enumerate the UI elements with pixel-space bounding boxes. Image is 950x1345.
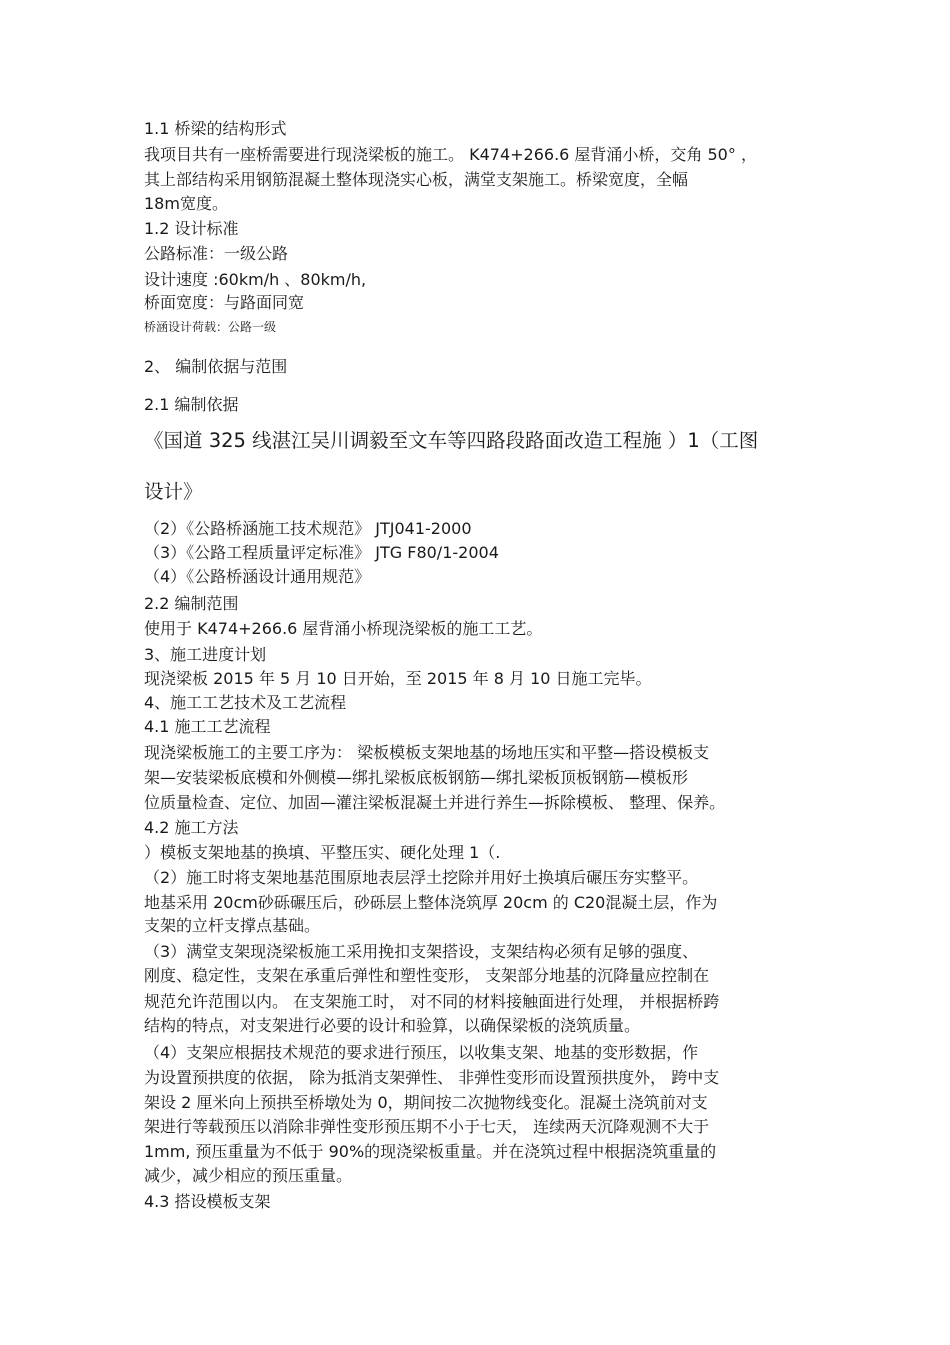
text-line: （3）《公路工程质量评定标准》 JTG F80/1-2004 (144, 543, 499, 562)
text-line: 桥面宽度：与路面同宽 (144, 293, 305, 312)
text-line: 规范允许范围以内。 在支架施工时， 对不同的材料接触面进行处理， 并根据桥跨 (144, 992, 720, 1011)
section-heading: 3、施工进度计划 (144, 645, 267, 664)
text-line: （4）《公路桥涵设计通用规范》 (144, 567, 371, 586)
text-line: （3）满堂支架现浇梁板施工采用挽扣支架搭设，支架结构必须有足够的强度、 (144, 942, 699, 961)
text-line: 公路标准：一级公路 (144, 244, 289, 263)
text-line: 2.2 编制范围 (144, 594, 239, 613)
text-line: 刚度、稳定性，支架在承重后弹性和塑性变形， 支架部分地基的沉降量应控制在 (144, 966, 710, 985)
text-line: 桥涵设计荷载：公路一级 (144, 320, 277, 334)
text-line: 使用于 K474+266.6 屋背涌小桥现浇梁板的施工工艺。 (144, 619, 543, 638)
text-line: 我项目共有一座桥需要进行现浇梁板的施工。 K474+266.6 屋背涌小桥，交角 50° ， (144, 145, 757, 164)
text-line: 现浇梁板 2015 年 5 月 10 日开始，至 2015 年 8 月 10 日施工完毕。 (144, 669, 652, 688)
text-line: 1.1 桥梁的结构形式 (144, 119, 287, 138)
text-line: 设计》 (144, 480, 203, 503)
text-line: 18m宽度。 (144, 194, 228, 213)
text-line: （4）支架应根据技术规范的要求进行预压，以收集支架、地基的变形数据，作 (144, 1043, 699, 1062)
text-line: 4.2 施工方法 (144, 818, 239, 837)
section-heading: 2、 编制依据与范围 (144, 357, 288, 376)
text-line: 支架的立杆支撑点基础。 (144, 916, 321, 935)
text-line: 现浇梁板施工的主要工序为： 梁板模板支架地基的场地压实和平整—搭设模板支 (144, 743, 710, 762)
text-line: 为设置预拱度的依据， 除为抵消支架弹性、 非弹性变形而设置预拱度外， 跨中支 (144, 1068, 720, 1087)
text-line: 2.1 编制依据 (144, 395, 239, 414)
text-line: 《国道 325 线湛江吴川调毅至文车等四路段路面改造工程施 ）1（工图 (144, 429, 759, 452)
text-line: 地基采用 20cm砂砾碾压后，砂砾层上整体浇筑厚 20cm 的 C20混凝土层，作为 (144, 893, 718, 912)
text-line: （2）施工时将支架地基范围原地表层浮土挖除并用好土换填后碾压夯实整平。 (144, 868, 699, 887)
text-line: 位质量检查、定位、加固—灌注梁板混凝土并进行养生—拆除模板、 整理、保养。 (144, 793, 726, 812)
section-heading: 4、施工工艺技术及工艺流程 (144, 693, 347, 712)
text-line: 架进行等载预压以消除非弹性变形预压期不小于七天， 连续两天沉降观测不大于 (144, 1117, 710, 1136)
text-line: ）模板支架地基的换填、平整压实、硬化处理 1（. (144, 843, 501, 862)
text-line: 结构的特点，对支架进行必要的设计和验算，以确保梁板的浇筑质量。 (144, 1016, 641, 1035)
text-line: 4.1 施工工艺流程 (144, 717, 271, 736)
text-line: 减少，减少相应的预压重量。 (144, 1166, 353, 1185)
text-line: 1mm, 预压重量为不低于 90%的现浇梁板重量。并在浇筑过程中根据浇筑重量的 (144, 1142, 717, 1161)
section-heading: 4.3 搭设模板支架 (144, 1192, 271, 1211)
text-line: 设计速度 :60km/h 、80km/h, (144, 270, 367, 289)
text-line: 其上部结构采用钢筋混凝土整体现浇实心板，满堂支架施工。桥梁宽度，全幅 (144, 170, 689, 189)
text-line: （2）《公路桥涵施工技术规范》 JTJ041-2000 (144, 519, 472, 538)
text-line: 1.2 设计标准 (144, 219, 239, 238)
text-line: 架设 2 厘米向上预拱至桥墩处为 0，期间按二次抛物线变化。混凝土浇筑前对支 (144, 1093, 708, 1112)
text-line: 架—安装梁板底模和外侧模—绑扎梁板底板钢筋—绑扎梁板顶板钢筋—模板形 (144, 768, 689, 787)
